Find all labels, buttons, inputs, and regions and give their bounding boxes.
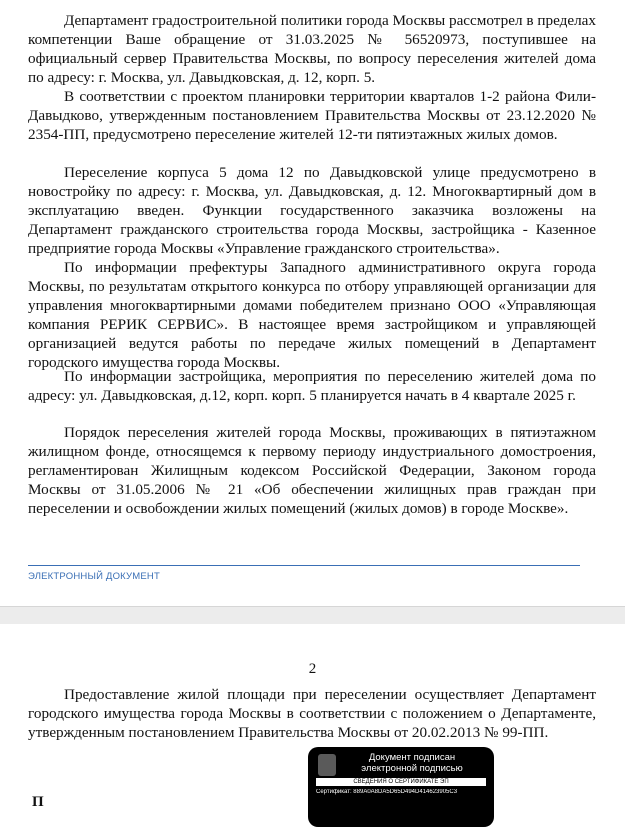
footer-divider xyxy=(28,565,580,566)
certificate-info-header: СВЕДЕНИЯ О СЕРТИФИКАТЕ ЭП xyxy=(316,778,486,786)
paragraph-planning: В соответствии с проектом планировки территории кварталов 1-2 района Фили-Давыдково, утвержденным постановлением Правительства Москвы от 23.12.2020 № 2354-ПП, предусмотрено переселение жителей 12-ти пятиэтажных жилых домов. xyxy=(28,88,596,143)
page-number: 2 xyxy=(308,661,317,677)
moscow-coat-of-arms-icon xyxy=(318,754,336,776)
document-page-2 xyxy=(0,624,625,810)
paragraph-intro: Департамент градостроительной политики города Москвы рассмотрел в пределах компетенции Ваше обращение от 31.03.2025 № 56520973, поступившее на официальный сервер Правительства Москвы, по вопросу переселения жителей дома по адресу: г. Москва, ул. Давыдковская, д. 12, корп. 5. xyxy=(28,12,596,86)
certificate-number: Сертификат: 889A0A8DA5D65D494D414623905C3 xyxy=(316,789,458,795)
paragraph-prefecture: По информации префектуры Западного административного округа города Москвы, по результатам открытого конкурса по отбору управляющей организации для управления многоквартирными домами победителем признано ООО «Управляющая компания РЕРИК СЕРВИС». В настоящее время застройщиком и управляющей организацией ведутся работы по передаче жилых помещений в Департамент городского имущества города Москвы. xyxy=(28,259,596,371)
paragraph-procedure: Порядок переселения жителей города Москвы, проживающих в пятиэтажном жилищном фонде, относящемся к первому периоду индустриального домостроения, регламентирован Жилищным кодексом Российской Федерации, Законом города Москвы от 31.05.2006 № 21 «Об обеспечении жилищных прав граждан при переселении и освобождении жилых помещений (жилых домов) в городе Москве». xyxy=(28,424,596,517)
paragraph-housing-provision: Предоставление жилой площади при переселении осуществляет Департамент городского имущества города Москвы в соответствии с положением о Департаменте, утвержденным постановлением Правительства Москвы от 20.02.2013 № 99-ПП. xyxy=(28,686,596,741)
page-separator xyxy=(0,606,625,625)
paragraph-developer: По информации застройщика, мероприятия по переселению жителей дома по адресу: ул. Давыдковская, д.12, корп. корп. 5 планируется начать в 4 квартале 2025 г. xyxy=(28,368,596,404)
electronic-signature-stamp xyxy=(308,747,494,827)
truncated-text: П xyxy=(32,794,44,810)
electronic-document-label: ЭЛЕКТРОННЫЙ ДОКУМЕНТ xyxy=(28,571,160,582)
stamp-title: Документ подписан электронной подписью xyxy=(361,752,463,774)
paragraph-relocation: Переселение корпуса 5 дома 12 по Давыдковской улице предусмотрено в новостройку по адресу: г. Москва, ул. Давыдковская, д. 12. Многоквартирный дом в эксплуатацию введен. Функции государственного заказчика возложены на Департамент гражданского строительства города Москвы, застройщика - Казенное предприятие города Москвы «Управление гражданского строительства». xyxy=(28,164,596,257)
